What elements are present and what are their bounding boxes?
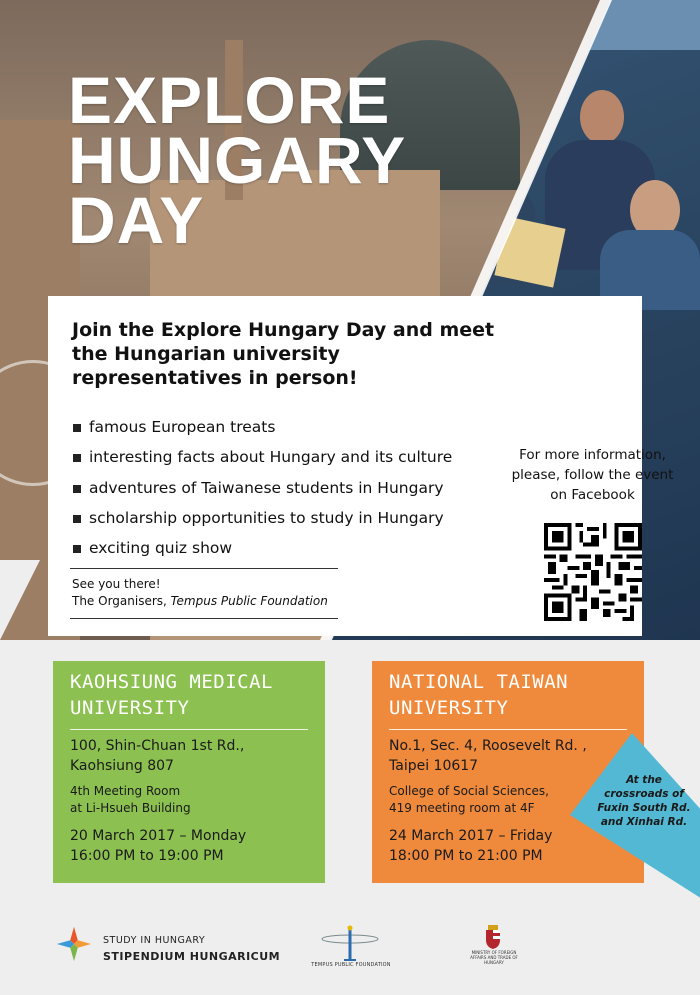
venue-address — [70, 736, 244, 776]
signoff-organiser — [72, 593, 328, 610]
facebook-qr-code[interactable] — [544, 523, 642, 621]
divider — [70, 618, 338, 619]
room-line: at Li-Hsueh Building — [70, 801, 191, 815]
venue-card-kaohsiung — [53, 661, 325, 883]
list-item: interesting facts about Hungary and its culture — [72, 442, 492, 472]
study-in-hungary-label: STUDY IN HUNGARY — [103, 935, 206, 946]
room-line: 419 meeting room at 4F — [389, 801, 535, 815]
venue-name-line: UNIVERSITY — [389, 697, 509, 719]
study-in-hungary-star-icon — [55, 925, 93, 963]
student-head — [580, 90, 624, 144]
event-title — [68, 63, 407, 257]
signoff-prefix: The Organisers, — [72, 594, 171, 608]
room-line: College of Social Sciences, — [389, 784, 549, 798]
highlights-list — [72, 412, 492, 563]
title-line: EXPLORE — [68, 63, 391, 137]
divider — [70, 729, 308, 730]
venue-name-line: KAOHSIUNG MEDICAL — [70, 671, 273, 693]
list-item: scholarship opportunities to study in Hungary — [72, 503, 492, 533]
venue-name-line: NATIONAL TAIWAN — [389, 671, 569, 693]
address-line: No.1, Sec. 4, Roosevelt Rd. , — [389, 738, 587, 754]
address-line: 100, Shin-Chuan 1st Rd., — [70, 738, 245, 754]
divider — [70, 568, 338, 569]
signoff — [72, 576, 328, 610]
event-time: 16:00 PM to 19:00 PM — [70, 848, 224, 864]
venue-room — [70, 783, 191, 817]
divider — [389, 729, 627, 730]
signoff-greeting: See you there! — [72, 577, 161, 591]
list-item: famous European treats — [72, 412, 492, 442]
venue-room — [389, 783, 549, 817]
title-line: DAY — [68, 183, 205, 257]
venue-address — [389, 736, 587, 776]
room-line: 4th Meeting Room — [70, 784, 181, 798]
stipendium-hungaricum-label: STIPENDIUM HUNGARICUM — [103, 950, 281, 963]
venue-name — [70, 669, 273, 721]
more-info-text: For more information, please, follow the event on Facebook — [511, 447, 674, 503]
list-item: exciting quiz show — [72, 533, 492, 563]
title-line: HUNGARY — [68, 123, 407, 197]
event-date: 24 March 2017 – Friday — [389, 828, 553, 844]
crossroads-note: At the crossroads of Fuxin South Rd. and Xinhai Rd. — [597, 774, 691, 828]
intro-headline: Join the Explore Hungary Day and meet the Hungarian university representatives in person! — [72, 319, 495, 389]
venue-datetime — [389, 826, 552, 866]
ministry-label: MINISTRY OF FOREIGN AFFAIRS AND TRADE OF HUNGARY — [470, 950, 518, 965]
organiser-name: Tempus Public Foundation — [170, 594, 328, 608]
address-line: Taipei 10617 — [389, 758, 479, 774]
list-item: adventures of Taiwanese students in Hungary — [72, 473, 492, 503]
event-date: 20 March 2017 – Monday — [70, 828, 247, 844]
venue-name — [389, 669, 568, 721]
event-time: 18:00 PM to 21:00 PM — [389, 848, 543, 864]
venue-datetime — [70, 826, 246, 866]
venue-name-line: UNIVERSITY — [70, 697, 190, 719]
tempus-foundation-logo-icon — [320, 925, 380, 965]
tempus-foundation-label: TEMPUS PUBLIC FOUNDATION — [311, 962, 391, 968]
address-line: Kaohsiung 807 — [70, 758, 174, 774]
hungary-crest-icon — [484, 924, 502, 950]
